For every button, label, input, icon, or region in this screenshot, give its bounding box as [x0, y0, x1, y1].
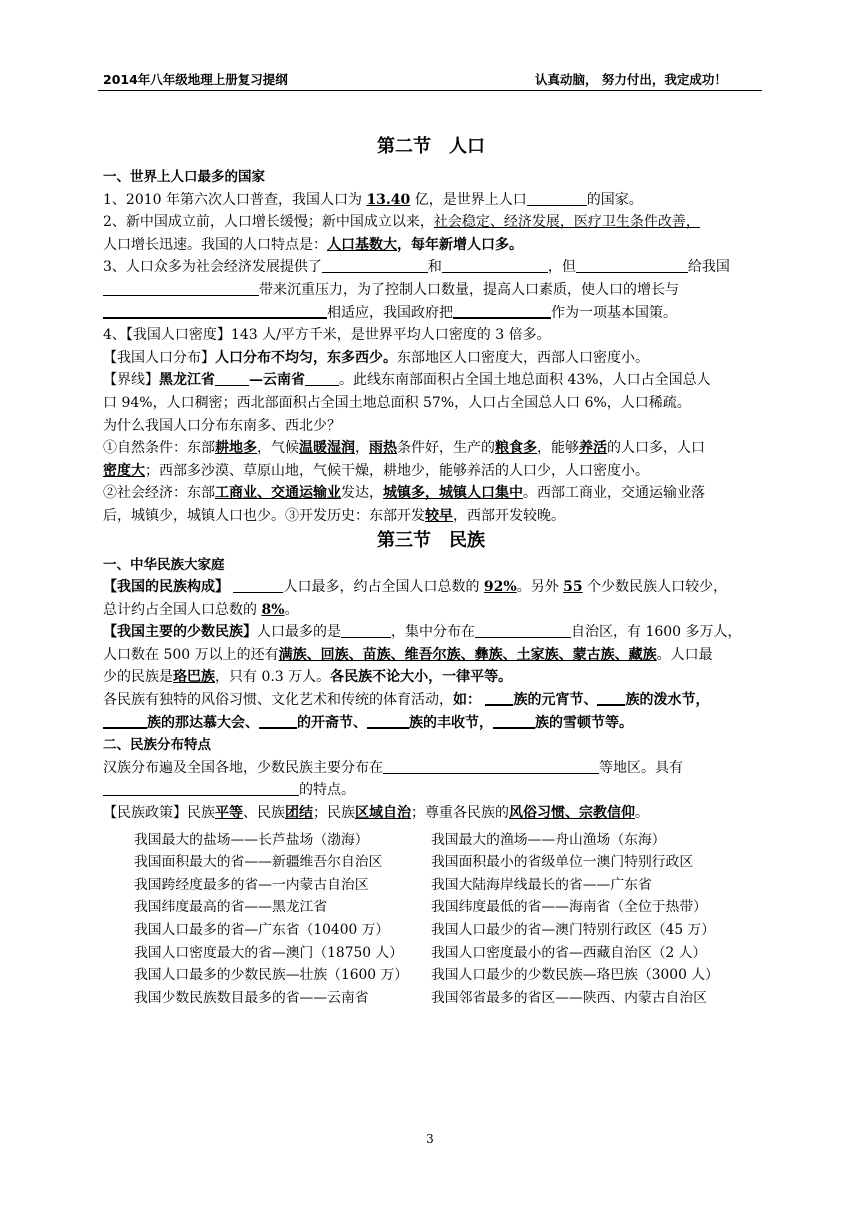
section-title-ethnic: 第三节 民族: [377, 529, 485, 551]
para-social-2: 后，城镇少，城镇人口也少。③开发历史：东部开发较早，西部开发较晚。: [103, 507, 565, 524]
blank: [485, 690, 513, 706]
blank: [305, 371, 339, 386]
fact-row: 我国人口最多的省—广东省（10400 万） 我国人口最少的省—澳门特别行政区（45 万）: [134, 922, 716, 938]
document-body: [103, 128, 759, 1009]
para-growth-1: 2、新中国成立前，人口增长缓慢；新中国成立以来，社会稳定、经济发展，医疗卫生条件改善，: [103, 214, 700, 231]
header-right: 认真动脑， 努力付出，我定成功！: [535, 72, 727, 87]
para-han-2: 的特点。: [103, 779, 759, 802]
fact-row: 我国最大的盐场——长芦盐场（渤海） 我国最大的渔场——舟山渔场（东海）: [134, 831, 666, 848]
blank: [453, 303, 551, 319]
para-pressure-3: 相适应，我国政府把 作为一项基本国策。: [103, 302, 759, 325]
blank: [103, 713, 147, 729]
heading-family: 一、中华民族大家庭: [103, 556, 225, 573]
para-pressure-1: 3、人口众多为社会经济发展提供了 和 ，但 给我国: [103, 259, 730, 276]
para-census: 1、2010 年第六次人口普查，我国人口为 13.40 亿，是世界上人口 的国家。: [103, 191, 643, 208]
para-natural-1: ①自然条件：东部耕地多，气候温暖湿润，雨热条件好，生产的粮食多，能够养活的人口多，人口: [103, 440, 705, 457]
heading-most-populous: 一、世界上人口最多的国家: [103, 169, 265, 185]
para-minorities-2: 人口数在 500 万以上的还有满族、回族、苗族、维吾尔族、彝族、土家族、蒙古族、藏族。人口最: [103, 646, 713, 663]
blank: [442, 258, 548, 273]
blank: [383, 759, 599, 774]
para-natural-2: 密度大；西部多沙漠、草原山地，气候干燥，耕地少，能够养活的人口少，人口密度小。: [103, 462, 649, 479]
fact-row: 我国人口最多的少数民族—壮族（1600 万） 我国人口最少的少数民族—珞巴族（3000 人）: [134, 967, 719, 984]
blank: [493, 713, 535, 729]
blank: [527, 191, 587, 206]
blank: [259, 713, 297, 729]
blank: [103, 281, 259, 296]
para-boundary-1: 【界线】黑龙江省 —云南省 。此线东南部面积占全国土地总面积 43%，人口占全国总人: [103, 372, 711, 389]
para-policy: 【民族政策】民族平等、民族团结；民族区域自治；尊重各民族的风俗习惯、宗教信仰。: [103, 805, 649, 822]
para-han-1: 汉族分布遍及全国各地，少数民族主要分布在 等地区。具有: [103, 759, 683, 776]
para-composition-1: 【我国的民族构成】 人口最多，约占全国人口总数的 92%。另外 55 个少数民族人口较少，: [103, 579, 728, 596]
para-pressure-2: 带来沉重压力，为了控制人口数量，提高人口素质，使人口的增长与: [103, 279, 759, 302]
blank: [475, 623, 571, 638]
para-growth-2: 人口增长迅速。我国的人口特点是：人口基数大，每年新增人口多。: [103, 236, 523, 253]
para-composition-2: 总计约占全国人口总数的 8%。: [103, 601, 299, 618]
fact-row: 我国面积最大的省——新疆维吾尔自治区 我国面积最小的省级单位一澳门特别行政区: [134, 854, 694, 871]
blank: [233, 578, 283, 593]
blank: [576, 258, 688, 273]
para-density: 4、【我国人口密度】143 人/平方千米，是世界平均人口密度的 3 倍多。: [103, 327, 551, 344]
fact-row: 我国跨经度最多的省—一内蒙古自治区 我国大陆海岸线最长的省——广东省: [134, 876, 652, 893]
fact-row: 我国纬度最高的省——黑龙江省 我国纬度最低的省——海南省（全位于热带）: [134, 899, 707, 916]
fact-row: 我国少数民族数目最多的省——云南省 我国邻省最多的省区——陕西、内蒙古自治区: [134, 989, 707, 1006]
para-question: 为什么我国人口分布东南多、西北少？: [103, 417, 341, 434]
para-minorities-3: 少的民族是珞巴族，只有 0.3 万人。各民族不论大小，一律平等。: [103, 669, 513, 686]
fact-row: 我国人口密度最大的省—澳门（18750 人） 我国人口密度最小的省—西藏自治区（2 人）: [134, 944, 707, 961]
para-minorities-1: 【我国主要的少数民族】人口最多的是 ，集中分布在 自治区，有 1600 多万人，: [103, 624, 742, 641]
blank: [367, 713, 409, 729]
page-number: 3: [426, 1132, 434, 1146]
blank: [103, 781, 299, 796]
blank: [597, 690, 625, 706]
para-customs-1: 各民族有独特的风俗习惯、文化艺术和传统的体育活动，如： 族的元宵节、 族的泼水节，: [103, 692, 710, 709]
para-distribution: 【我国人口分布】人口分布不均匀，东多西少。东部地区人口密度大，西部人口密度小。: [103, 349, 649, 366]
header-rule: [98, 90, 762, 91]
heading-distribution: 二、民族分布特点: [103, 737, 211, 754]
para-customs-2: 族的那达慕大会、 的开斋节、 族的丰收节， 族的雪顿节等。: [103, 712, 759, 735]
blank: [103, 303, 327, 319]
header-left: 2014年八年级地理上册复习提纲: [103, 72, 288, 87]
blank: [215, 371, 249, 386]
blank: [322, 258, 428, 273]
section-title-population: 第二节 人口: [377, 136, 485, 157]
blank: [341, 623, 391, 638]
para-boundary-2: 口 94%，人口稠密；西北部面积占全国土地总面积 57%，人口占全国总人口 6%，人口稀疏。: [103, 394, 691, 411]
para-social-1: ②社会经济：东部工商业、交通运输业发达，城镇多，城镇人口集中。西部工商业，交通运输业落: [103, 485, 705, 502]
